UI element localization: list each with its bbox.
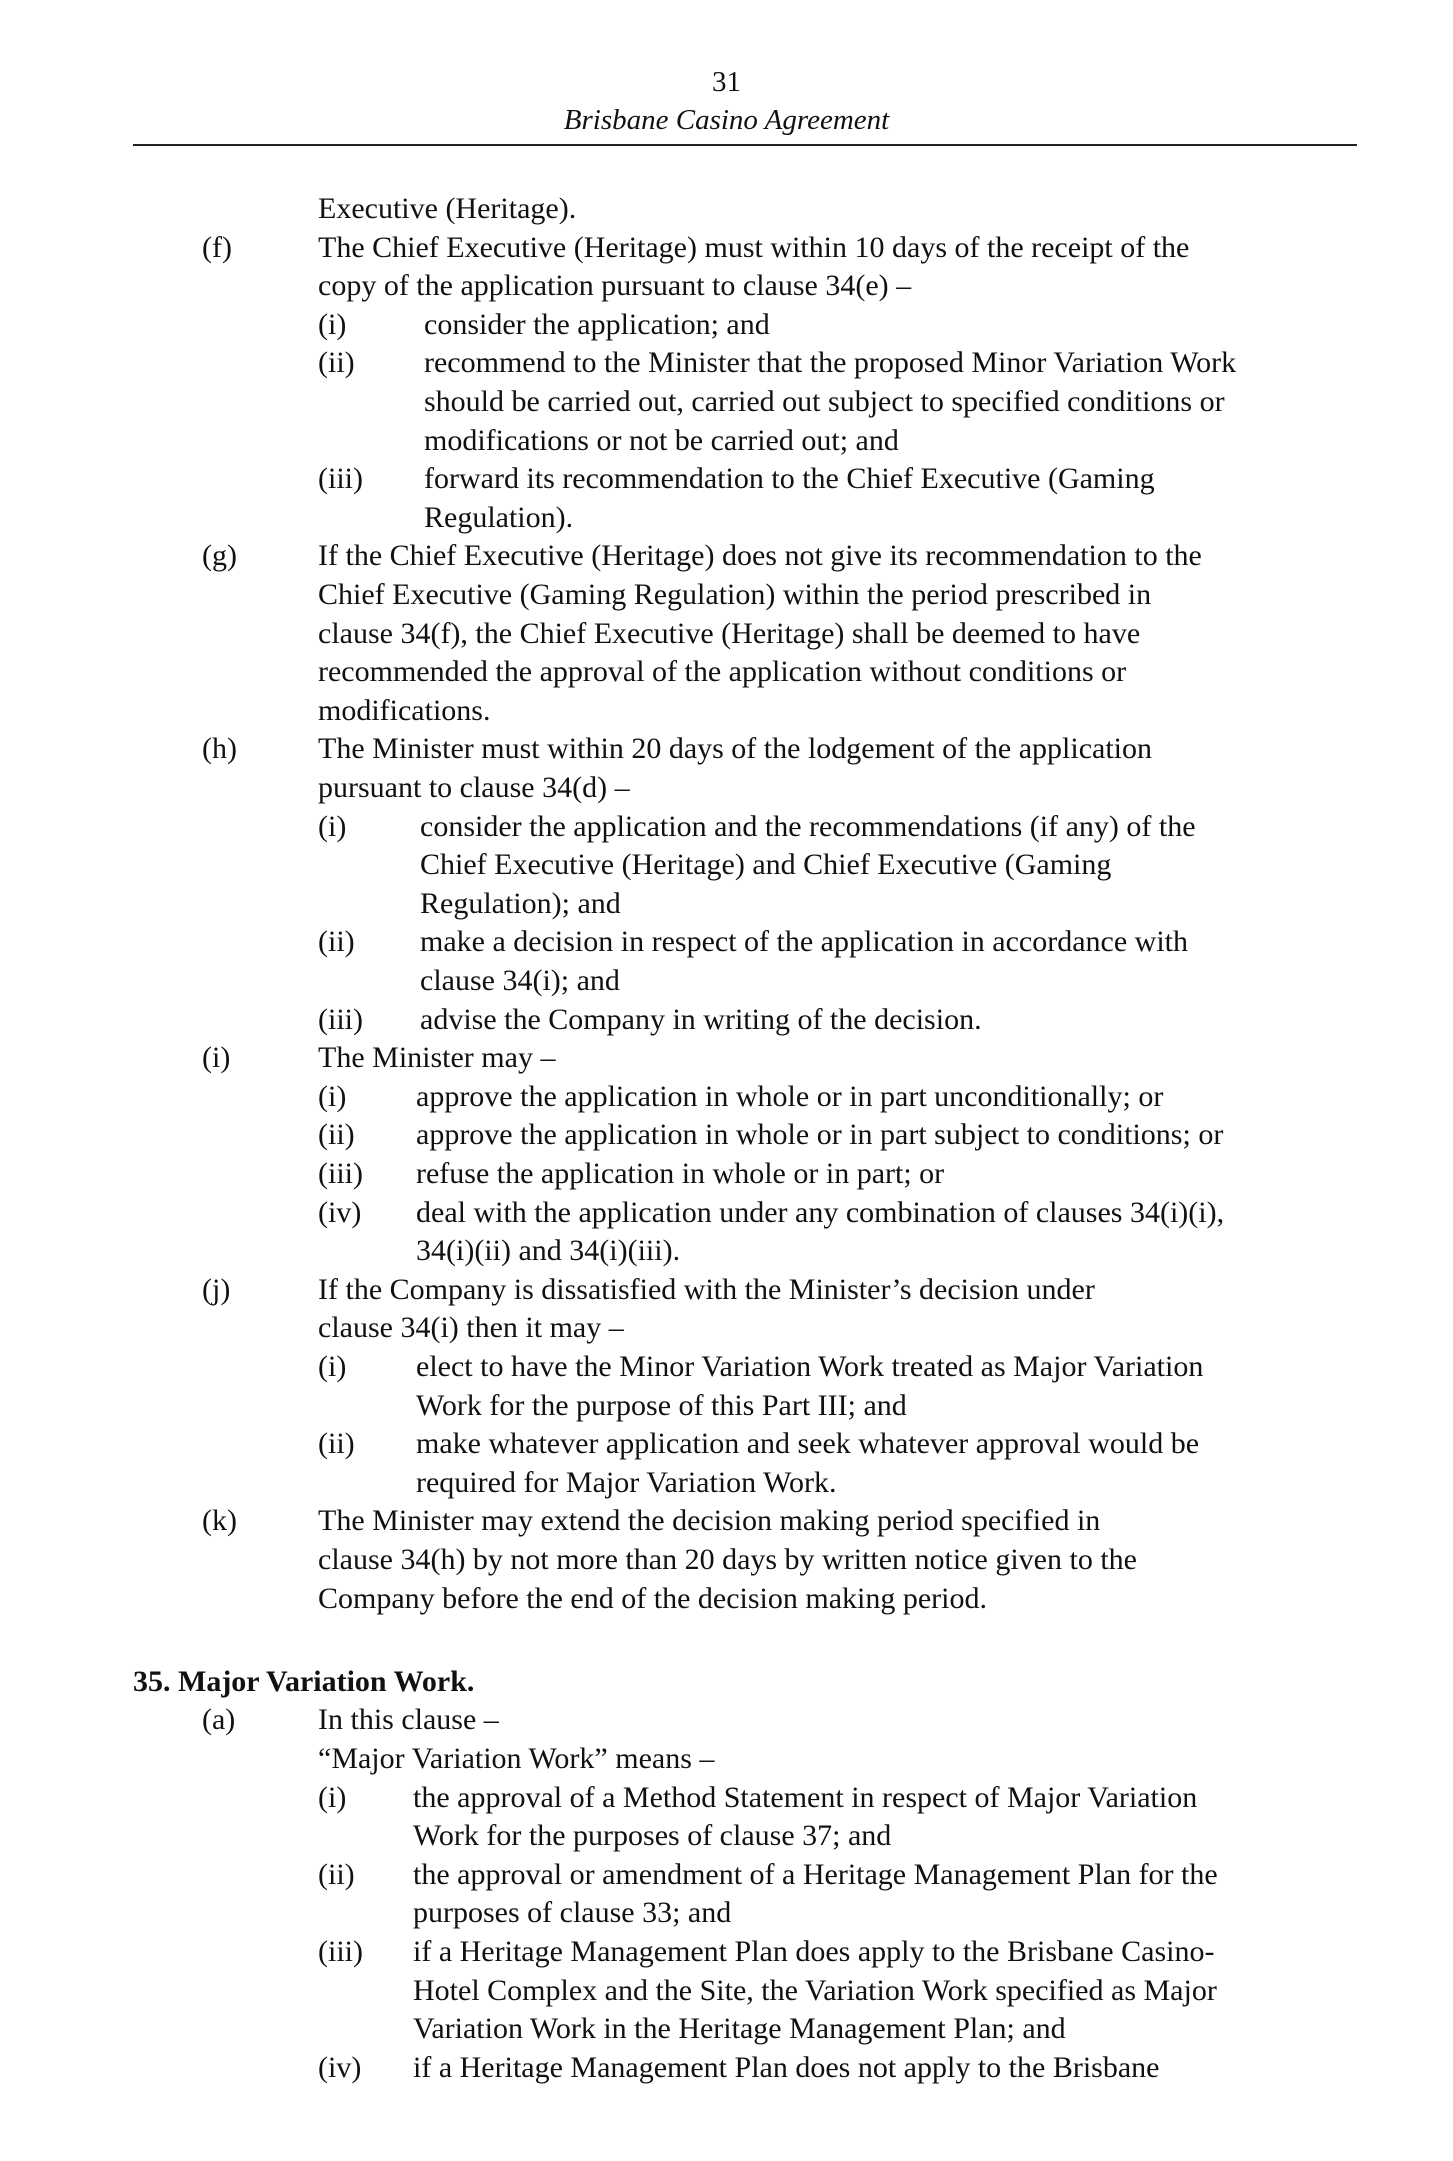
page-number: 31 <box>712 66 741 98</box>
subclause-label: (ii) <box>318 925 355 959</box>
subclause-text-line: refuse the application in whole or in part; or <box>416 1157 945 1190</box>
clause-label: (i) <box>202 1041 231 1075</box>
subclause-label: (ii) <box>318 1118 355 1152</box>
clause-label: (a) <box>202 1703 236 1737</box>
clause-label: (h) <box>202 732 237 766</box>
running-header-title: Brisbane Casino Agreement <box>563 104 890 136</box>
subclause-label: (iii) <box>318 1935 363 1968</box>
subclause-label: (ii) <box>318 1427 355 1461</box>
clause-text-line: Executive (Heritage). <box>318 192 577 225</box>
subclause-text-line: required for Major Variation Work. <box>416 1465 837 1499</box>
clause-text-line: The Minister may – <box>318 1041 556 1075</box>
subclause-text-line: modifications or not be carried out; and <box>424 423 899 457</box>
clause-label: (g) <box>202 539 237 573</box>
clause-text-line: In this clause – <box>318 1703 499 1737</box>
subclause-text-line: make a decision in respect of the application in accordance with <box>420 925 1189 959</box>
subclause-text-line: consider the application; and <box>424 307 770 341</box>
clause-text-line: “Major Variation Work” means – <box>318 1742 715 1775</box>
subclause-text-line: deal with the application under any combination of clauses 34(i)(i), <box>416 1195 1225 1229</box>
subclause-text-line: the approval of a Method Statement in respect of Major Variation <box>413 1780 1198 1814</box>
clause-text-line: Chief Executive (Gaming Regulation) within the period prescribed in <box>318 578 1152 611</box>
subclause-text-line: consider the application and the recommendations (if any) of the <box>420 809 1196 843</box>
subclause-label: (iv) <box>318 1195 362 1229</box>
subclause-label: (i) <box>318 1350 347 1383</box>
subclause-label: (iii) <box>318 1157 363 1190</box>
subclause-label: (i) <box>318 809 347 843</box>
subclause-text-line: forward its recommendation to the Chief Executive (Gaming <box>424 462 1155 496</box>
subclause-label: (i) <box>318 307 347 341</box>
clause-text-line: clause 34(i) then it may – <box>318 1311 624 1345</box>
section-heading: 35. Major Variation Work. <box>133 1664 475 1698</box>
clause-text-line: modifications. <box>318 693 491 727</box>
subclause-label: (ii) <box>318 346 355 380</box>
clause-text-line: clause 34(f), the Chief Executive (Heritage) shall be deemed to have <box>318 616 1141 650</box>
clause-label: (j) <box>202 1272 231 1306</box>
subclause-text-line: purposes of clause 33; and <box>413 1896 732 1930</box>
subclause-label: (iii) <box>318 462 363 496</box>
subclause-text-line: recommend to the Minister that the proposed Minor Variation Work <box>424 346 1237 380</box>
subclause-label: (ii) <box>318 1857 355 1891</box>
subclause-text-line: Work for the purposes of clause 37; and <box>413 1819 892 1853</box>
subclause-text-line: approve the application in whole or in part subject to conditions; or <box>416 1118 1224 1152</box>
clause-text-line: The Minister may extend the decision making period specified in <box>318 1504 1101 1538</box>
header-rule <box>133 144 1357 146</box>
clause-text-line: The Chief Executive (Heritage) must within 10 days of the receipt of the <box>318 230 1190 264</box>
subclause-text-line: approve the application in whole or in part unconditionally; or <box>416 1079 1164 1113</box>
subclause-text-line: make whatever application and seek whatever approval would be <box>416 1427 1200 1461</box>
subclause-label: (iii) <box>318 1002 363 1036</box>
subclause-text-line: elect to have the Minor Variation Work treated as Major Variation <box>416 1350 1204 1383</box>
clause-text-line: pursuant to clause 34(d) – <box>318 771 630 804</box>
subclause-text-line: if a Heritage Management Plan does not apply to the Brisbane <box>413 2050 1160 2084</box>
subclause-text-line: if a Heritage Management Plan does apply to the Brisbane Casino- <box>413 1935 1215 1968</box>
clause-text-line: clause 34(h) by not more than 20 days by written notice given to the <box>318 1543 1137 1576</box>
clause-label: (k) <box>202 1504 237 1538</box>
clause-text-line: recommended the approval of the application without conditions or <box>318 655 1127 689</box>
clause-text-line: If the Chief Executive (Heritage) does not give its recommendation to the <box>318 539 1202 573</box>
subclause-text-line: advise the Company in writing of the decision. <box>420 1002 982 1036</box>
subclause-text-line: the approval or amendment of a Heritage Management Plan for the <box>413 1857 1218 1891</box>
clause-text-line: If the Company is dissatisfied with the Minister’s decision under <box>318 1272 1095 1306</box>
subclause-text-line: Variation Work in the Heritage Management Plan; and <box>413 2012 1066 2046</box>
subclause-text-line: Chief Executive (Heritage) and Chief Executive (Gaming <box>420 848 1112 882</box>
subclause-label: (i) <box>318 1079 347 1113</box>
subclause-text-line: clause 34(i); and <box>420 964 620 997</box>
subclause-text-line: Regulation). <box>424 500 574 534</box>
subclause-text-line: 34(i)(ii) and 34(i)(iii). <box>416 1234 681 1268</box>
clause-text-line: The Minister must within 20 days of the lodgement of the application <box>318 732 1153 766</box>
subclause-text-line: Hotel Complex and the Site, the Variation Work specified as Major <box>413 1973 1217 2007</box>
clause-label: (f) <box>202 230 232 264</box>
subclause-text-line: Work for the purpose of this Part III; and <box>416 1388 907 1422</box>
clause-text-line: copy of the application pursuant to clause 34(e) – <box>318 269 912 303</box>
subclause-label: (iv) <box>318 2050 362 2084</box>
subclause-text-line: Regulation); and <box>420 886 621 920</box>
subclause-label: (i) <box>318 1780 347 1814</box>
subclause-text-line: should be carried out, carried out subject to specified conditions or <box>424 385 1225 418</box>
clause-text-line: Company before the end of the decision making period. <box>318 1581 987 1615</box>
